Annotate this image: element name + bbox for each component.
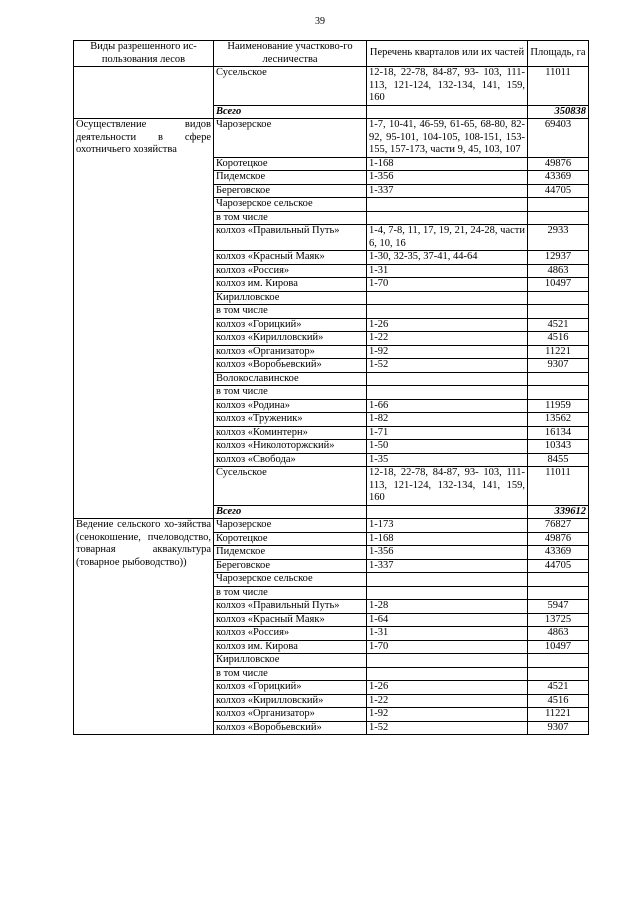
area-cell: 49876 [528,157,589,171]
table-body [74,67,589,735]
quarters-cell [367,291,528,305]
forestry-cell: Коротецкое [214,532,367,546]
quarters-cell: 1-70 [367,278,528,292]
quarters-cell [367,505,528,519]
quarters-cell: 1-22 [367,332,528,346]
quarters-cell [367,386,528,400]
forestry-cell: колхоз «Воробьевский» [214,721,367,735]
quarters-cell: 1-22 [367,694,528,708]
area-cell: 4863 [528,264,589,278]
land-use-table [73,40,589,735]
quarters-cell: 1-168 [367,157,528,171]
quarters-cell: 1-31 [367,264,528,278]
quarters-cell: 1-71 [367,426,528,440]
area-cell: 10343 [528,440,589,454]
forestry-cell: колхоз «Горицкий» [214,318,367,332]
area-cell: 44705 [528,559,589,573]
quarters-cell: 1-52 [367,721,528,735]
forestry-cell: колхоз «Россия» [214,627,367,641]
forestry-cell: колхоз «Воробьевский» [214,359,367,373]
forestry-cell: Береговское [214,184,367,198]
activity-cell: Осуществление видов деятельности в сфере охотничьего хозяйства [74,119,214,519]
forestry-cell: Пидемское [214,546,367,560]
forestry-cell: в том числе [214,305,367,319]
forestry-cell: в том числе [214,211,367,225]
area-cell: 339612 [528,505,589,519]
table-row [74,67,589,106]
forestry-cell: в том числе [214,586,367,600]
forestry-cell: Сусельское [214,467,367,506]
quarters-cell: 1-173 [367,519,528,533]
forestry-cell: Чарозерское [214,119,367,158]
area-cell: 4863 [528,627,589,641]
quarters-cell [367,654,528,668]
quarters-cell: 12-18, 22-78, 84-87, 93- 103, 111-113, 121-124, 132-134, 141, 159, 160 [367,67,528,106]
quarters-cell: 1-337 [367,184,528,198]
quarters-cell: 1-82 [367,413,528,427]
area-cell: 11221 [528,345,589,359]
area-cell: 10497 [528,640,589,654]
table-header-row [74,41,589,67]
area-cell: 9307 [528,359,589,373]
quarters-cell [367,305,528,319]
header-forestry: Наименование участково-го лесничества [214,41,367,67]
quarters-cell: 1-7, 10-41, 46-59, 61-65, 68-80, 82-92, 95-101, 104-105, 108-151, 153-155, 157-173, части 9, 45, 103, 107 [367,119,528,158]
forestry-cell: в том числе [214,667,367,681]
quarters-cell: 1-52 [367,359,528,373]
area-cell [528,667,589,681]
area-cell [528,573,589,587]
quarters-cell: 1-64 [367,613,528,627]
quarters-cell [367,667,528,681]
forestry-cell: в том числе [214,386,367,400]
quarters-cell [367,586,528,600]
forestry-cell: Пидемское [214,171,367,185]
area-cell: 12937 [528,251,589,265]
area-cell: 11011 [528,467,589,506]
area-cell: 44705 [528,184,589,198]
area-cell: 4516 [528,332,589,346]
quarters-cell: 1-35 [367,453,528,467]
area-cell: 69403 [528,119,589,158]
quarters-cell: 1-26 [367,318,528,332]
quarters-cell: 1-66 [367,399,528,413]
quarters-cell: 1-92 [367,345,528,359]
forestry-cell: колхоз «Горицкий» [214,681,367,695]
quarters-cell: 1-50 [367,440,528,454]
quarters-cell: 1-337 [367,559,528,573]
quarters-cell: 1-31 [367,627,528,641]
quarters-cell [367,372,528,386]
forestry-cell: колхоз «Организатор» [214,345,367,359]
area-cell: 13725 [528,613,589,627]
area-cell: 13562 [528,413,589,427]
forestry-cell: колхоз «Россия» [214,264,367,278]
forestry-cell: колхоз «Коминтерн» [214,426,367,440]
forestry-cell: колхоз «Кирилловский» [214,332,367,346]
forestry-cell: колхоз «Николоторжский» [214,440,367,454]
quarters-cell: 1-26 [367,681,528,695]
area-cell: 43369 [528,171,589,185]
forestry-cell: Береговское [214,559,367,573]
area-cell: 350838 [528,105,589,119]
area-cell [528,305,589,319]
activity-cell: Ведение сельского хо-зяйства (сенокошение, пчеловодство, товарная аквакультура (товарное рыбоводство)) [74,519,214,735]
forestry-cell: Чарозерское сельское [214,198,367,212]
quarters-cell: 1-168 [367,532,528,546]
quarters-cell: 1-92 [367,708,528,722]
quarters-cell: 1-4, 7-8, 11, 17, 19, 21, 24-28, части 6, 10, 16 [367,225,528,251]
quarters-cell: 1-70 [367,640,528,654]
forestry-cell: колхоз «Кирилловский» [214,694,367,708]
forestry-cell: колхоз «Правильный Путь» [214,600,367,614]
header-activity: Виды разрешенного ис-пользования лесов [74,41,214,67]
area-cell: 9307 [528,721,589,735]
quarters-cell [367,105,528,119]
forestry-cell: колхоз «Родина» [214,399,367,413]
forestry-cell: Волокославинское [214,372,367,386]
quarters-cell [367,198,528,212]
forestry-cell: колхоз «Труженик» [214,413,367,427]
forestry-cell: колхоз «Красный Маяк» [214,251,367,265]
forestry-cell: колхоз «Организатор» [214,708,367,722]
area-cell: 16134 [528,426,589,440]
area-cell: 5947 [528,600,589,614]
area-cell [528,654,589,668]
forestry-cell: Кирилловское [214,654,367,668]
quarters-cell: 1-356 [367,546,528,560]
area-cell: 76827 [528,519,589,533]
forestry-cell: Всего [214,505,367,519]
area-cell [528,386,589,400]
table-row [74,119,589,158]
quarters-cell [367,211,528,225]
quarters-cell: 1-356 [367,171,528,185]
area-cell: 2933 [528,225,589,251]
area-cell: 8455 [528,453,589,467]
quarters-cell: 1-30, 32-35, 37-41, 44-64 [367,251,528,265]
forestry-cell: Коротецкое [214,157,367,171]
forestry-cell: Всего [214,105,367,119]
area-cell: 4521 [528,318,589,332]
forestry-cell: Чарозерское сельское [214,573,367,587]
forestry-cell: колхоз «Правильный Путь» [214,225,367,251]
activity-cell [74,67,214,119]
forestry-cell: колхоз им. Кирова [214,640,367,654]
page-number: 39 [315,16,325,27]
area-cell: 43369 [528,546,589,560]
quarters-cell: 1-28 [367,600,528,614]
area-cell: 49876 [528,532,589,546]
forestry-cell: колхоз «Красный Маяк» [214,613,367,627]
header-quarters: Перечень кварталов или их частей [367,41,528,67]
forestry-cell: Сусельское [214,67,367,106]
area-cell [528,198,589,212]
area-cell [528,372,589,386]
header-area: Площадь, га [528,41,589,67]
forestry-cell: колхоз им. Кирова [214,278,367,292]
area-cell: 11221 [528,708,589,722]
area-cell: 11011 [528,67,589,106]
quarters-cell [367,573,528,587]
forestry-cell: колхоз «Свобода» [214,453,367,467]
area-cell [528,211,589,225]
table-row [74,519,589,533]
area-cell: 11959 [528,399,589,413]
area-cell: 10497 [528,278,589,292]
area-cell: 4521 [528,681,589,695]
forestry-cell: Кирилловское [214,291,367,305]
area-cell: 4516 [528,694,589,708]
quarters-cell: 12-18, 22-78, 84-87, 93- 103, 111-113, 121-124, 132-134, 141, 159, 160 [367,467,528,506]
forestry-cell: Чарозерское [214,519,367,533]
area-cell [528,291,589,305]
area-cell [528,586,589,600]
